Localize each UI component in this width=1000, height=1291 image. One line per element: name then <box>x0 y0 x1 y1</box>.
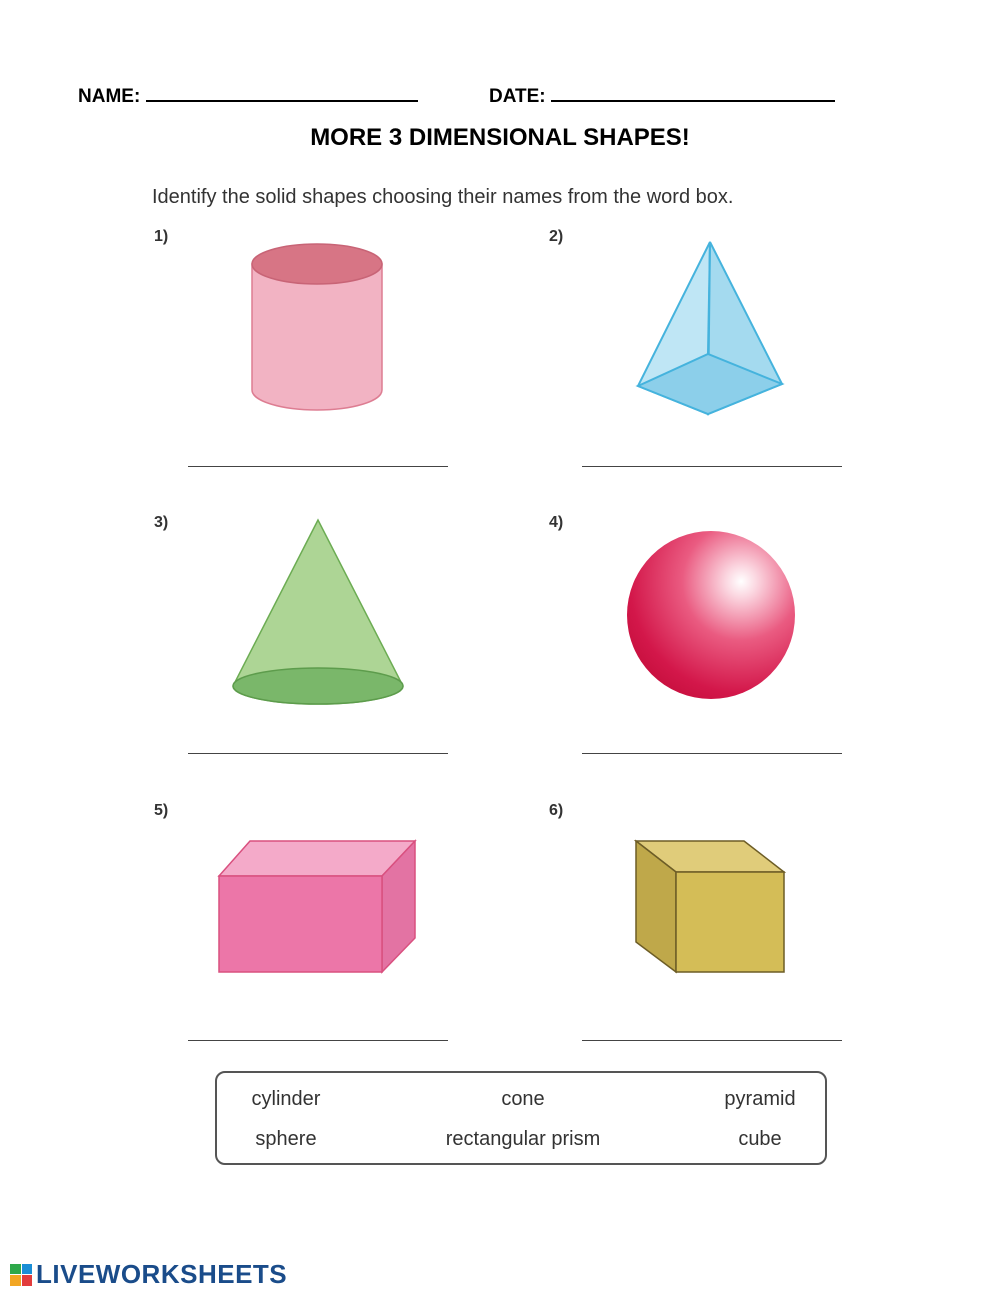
answer-line-2[interactable] <box>582 466 842 467</box>
date-blank-line[interactable] <box>551 82 835 102</box>
cube-icon <box>633 838 789 976</box>
brand-name: LIVEWORKSHEETS <box>36 1259 288 1289</box>
name-label: NAME: <box>78 86 141 107</box>
pyramid-icon <box>632 238 790 420</box>
question-number-5: 5) <box>154 802 169 819</box>
word-cube: cube <box>738 1128 782 1150</box>
date-label: DATE: <box>489 86 546 107</box>
word-box <box>215 1071 827 1165</box>
word-cone: cone <box>501 1088 545 1110</box>
rectangular-prism-icon <box>216 838 420 978</box>
brand-logo <box>10 1259 287 1290</box>
answer-line-6[interactable] <box>582 1040 842 1041</box>
word-pyramid: pyramid <box>724 1088 796 1110</box>
question-number-3: 3) <box>154 514 169 531</box>
question-number-6: 6) <box>549 802 564 819</box>
question-number-4: 4) <box>549 514 564 531</box>
sphere-icon <box>624 528 798 702</box>
answer-line-1[interactable] <box>188 466 448 467</box>
question-number-1: 1) <box>154 228 169 245</box>
name-blank-line[interactable] <box>146 82 418 102</box>
question-number-2: 2) <box>549 228 564 245</box>
cone-icon <box>228 516 408 710</box>
date-field[interactable] <box>489 82 835 108</box>
word-cylinder: cylinder <box>251 1088 321 1110</box>
name-field[interactable] <box>78 82 418 108</box>
word-rectangular-prism: rectangular prism <box>445 1128 601 1150</box>
word-sphere: sphere <box>255 1128 317 1150</box>
cylinder-icon <box>245 240 390 418</box>
instructions-text: Identify the solid shapes choosing their names from the word box. <box>152 186 734 208</box>
answer-line-3[interactable] <box>188 753 448 754</box>
logo-icon <box>10 1264 32 1286</box>
page-title: MORE 3 DIMENSIONAL SHAPES! <box>310 124 690 151</box>
answer-line-5[interactable] <box>188 1040 448 1041</box>
answer-line-4[interactable] <box>582 753 842 754</box>
